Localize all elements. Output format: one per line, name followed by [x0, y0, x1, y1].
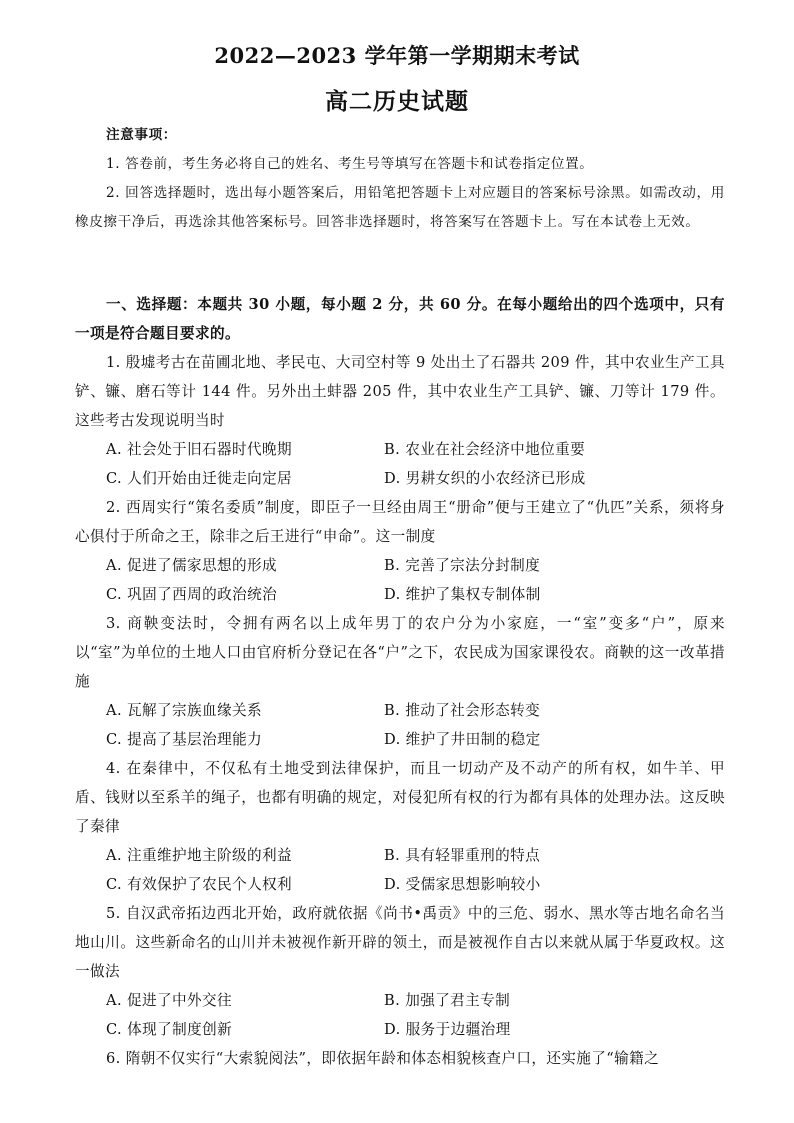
notice-heading: 注意事项： [106, 127, 177, 143]
notice-item-2: 2. 回答选择题时，选出每小题答案后，用铅笔把答题卡上对应题目的答案标号涂黑。如需改动，用橡皮擦干净后，再选涂其他答案标号。回答非选择题时，将答案写在答题卡上。写在本试卷上无效。 [75, 185, 725, 230]
option-b: B. 农业在社会经济中地位重要 [384, 441, 586, 458]
option-c: C. 有效保护了农民个人权利 [106, 876, 293, 893]
question-stem: 1. 殷墟考古在苗圃北地、孝民屯、大司空村等 9 处出土了石器共 209 件，其中农业生产工具铲、镰、磨石等计 144 件。另外出土蚌器 205 件，其中农业生产工具铲、镰、刀等计 179 件。这些考古发现说明当时 [75, 354, 725, 429]
question-1 [75, 348, 725, 493]
question-stem: 3. 商鞅变法时，令拥有两名以上成年男丁的农户分为小家庭，一“室”变多“户”，原来以“室”为单位的土地人口由官府析分登记在各“户”之下，农民成为国家课役农。商鞅的这一改革措施 [75, 615, 725, 690]
question-6 [75, 1044, 725, 1073]
option-b: B. 加强了君主专制 [384, 992, 511, 1009]
exam-title: 2022—2023 学年第一学期期末考试 [214, 43, 580, 68]
option-d: D. 男耕女织的小农经济已形成 [384, 470, 586, 487]
option-c: C. 提高了基层治理能力 [106, 731, 263, 748]
question-3 [75, 609, 725, 754]
option-a: A. 瓦解了宗族血缘关系 [106, 702, 262, 719]
option-c: C. 人们开始由迁徙走向定居 [106, 470, 293, 487]
notice-block [75, 121, 725, 237]
notice-item-1: 1. 答卷前，考生务必将自己的姓名、考生号等填写在答题卡和试卷指定位置。 [106, 156, 594, 172]
question-stem: 5. 自汉武帝拓边西北开始，政府就依据《尚书•禹贡》中的三危、弱水、黑水等古地名命名当地山川。这些新命名的山川并未被视作新开辟的领土，而是被视作自古以来就从属于华夏政权。这一做法 [75, 905, 725, 980]
option-a: A. 社会处于旧石器时代晚期 [106, 441, 292, 458]
option-c: C. 体现了制度创新 [106, 1021, 233, 1038]
question-options [75, 986, 725, 1044]
question-2 [75, 493, 725, 609]
option-a: A. 促进了中外交往 [106, 992, 232, 1009]
exam-subtitle: 高二历史试题 [325, 88, 469, 115]
question-stem: 6. 隋朝不仅实行“大索貌阅法”，即依据年龄和体态相貌核查户口，还实施了“输籍之 [106, 1050, 660, 1067]
section-heading: 一、选择题：本题共 30 小题，每小题 2 分，共 60 分。在每小题给出的四个选项中，只有一项是符合题目要求的。 [75, 296, 725, 342]
option-a: A. 注重维护地主阶级的利益 [106, 847, 292, 864]
option-b: B. 具有轻罪重刑的特点 [384, 847, 541, 864]
questions-body [75, 290, 725, 1073]
question-5 [75, 899, 725, 1044]
option-d: D. 维护了井田制的稳定 [384, 731, 541, 748]
question-options [75, 841, 725, 899]
question-stem: 4. 在秦律中，不仅私有土地受到法律保护，而且一切动产及不动产的所有权，如牛羊、甲盾、钱财以至系羊的绳子，也都有明确的规定，对侵犯所有权的行为都有具体的处理办法。这反映了秦律 [75, 760, 725, 835]
option-c: C. 巩固了西周的政治统治 [106, 586, 278, 603]
option-b: B. 推动了社会形态转变 [384, 702, 541, 719]
question-stem: 2. 西周实行“策名委质”制度，即臣子一旦经由周王“册命”便与王建立了“仇匹”关系，须将身心俱付于所命之王，除非之后王进行“申命”。这一制度 [75, 499, 725, 545]
question-options [75, 551, 725, 609]
option-a: A. 促进了儒家思想的形成 [106, 557, 277, 574]
option-d: D. 维护了集权专制体制 [384, 586, 541, 603]
option-d: D. 受儒家思想影响较小 [384, 876, 541, 893]
option-d: D. 服务于边疆治理 [384, 1021, 511, 1038]
option-b: B. 完善了宗法分封制度 [384, 557, 541, 574]
question-options [75, 696, 725, 754]
question-4 [75, 754, 725, 899]
question-options [75, 435, 725, 493]
